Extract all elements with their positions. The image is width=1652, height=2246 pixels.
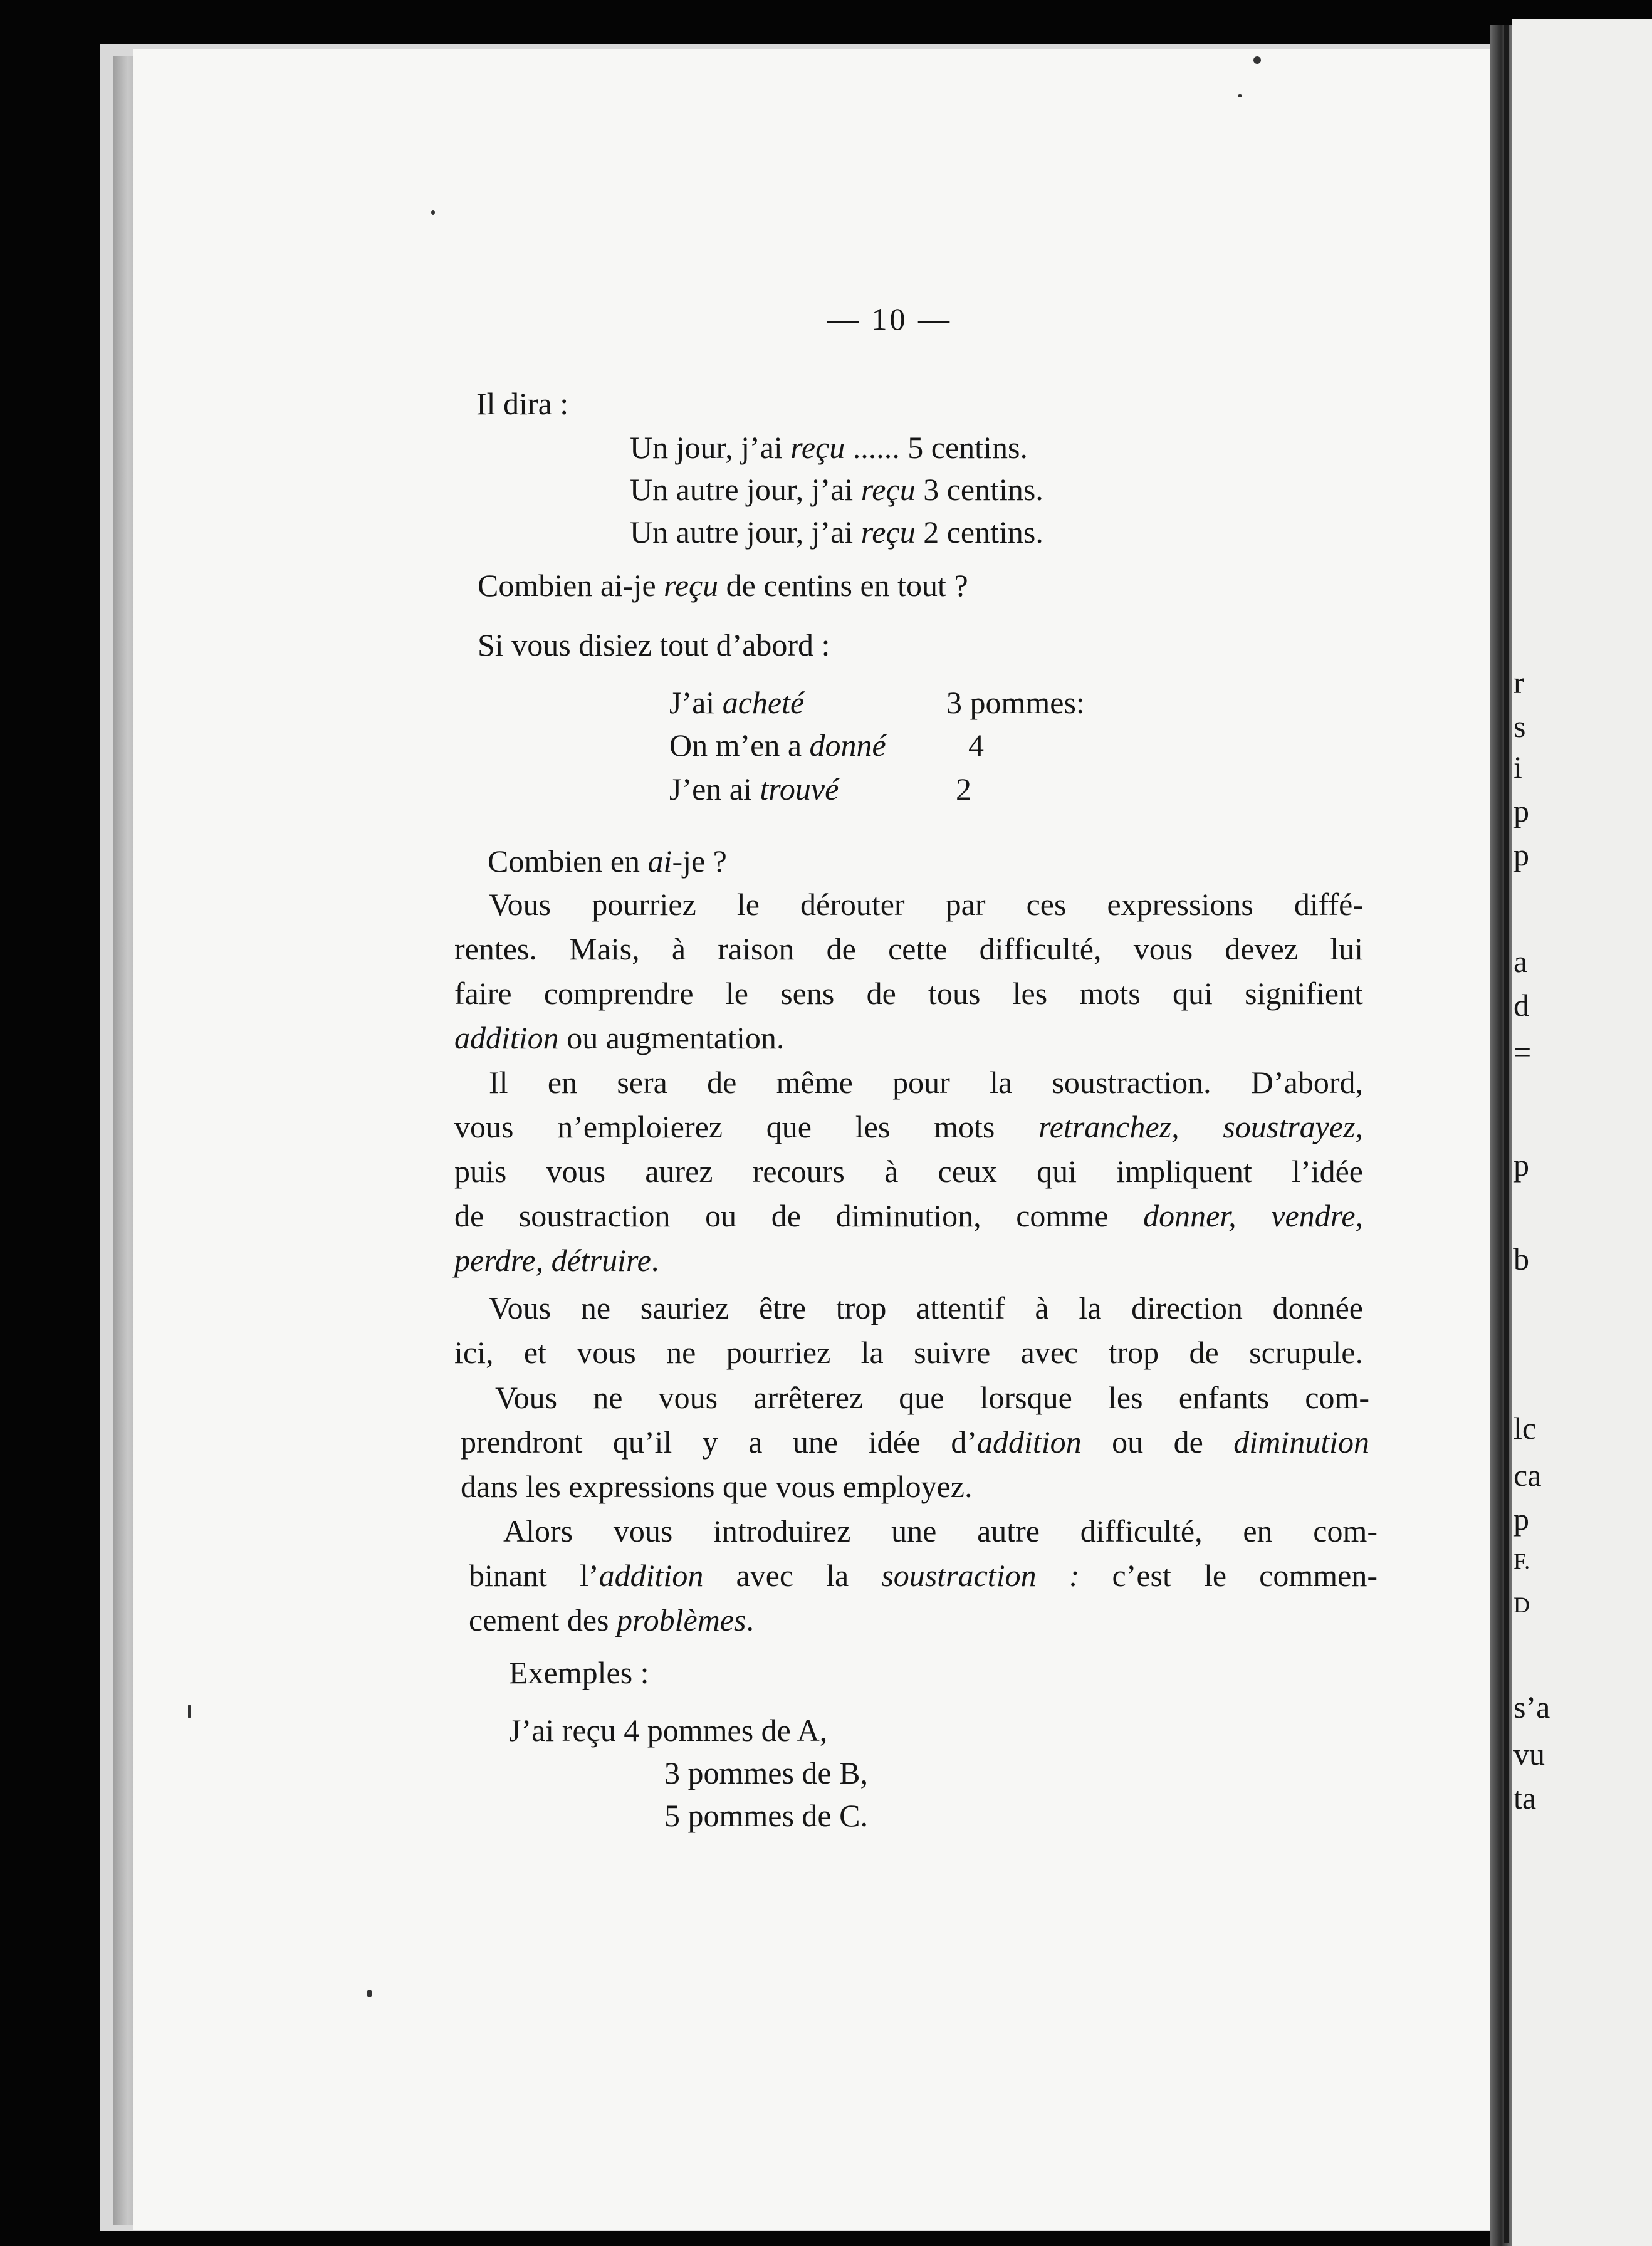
paragraph-emphasis: addition [599, 1558, 704, 1593]
paragraph-emphasis: addition [454, 1020, 559, 1055]
example-text: Un jour, j’ai [630, 430, 791, 465]
edge-text: p [1513, 1502, 1529, 1537]
question-emphasis: reçu [664, 568, 719, 603]
lead-line: Si vous disiez tout d’abord : [478, 627, 830, 662]
paragraph-text: cement des [469, 1602, 617, 1637]
paragraph [454, 882, 1363, 1060]
example-three-line: 3 pommes de B, [664, 1755, 868, 1790]
paragraph-emphasis: soustraction : [881, 1558, 1080, 1593]
intro-line: Il dira : [476, 386, 569, 421]
paragraph-line: Alors vous introduirez une autre difficulté, en com- [503, 1513, 1378, 1549]
edge-text: d [1513, 988, 1529, 1023]
paragraph-emphasis: vendre, [1271, 1198, 1364, 1233]
example-text: Un autre jour, j’ai [630, 472, 861, 507]
example-text: ...... 5 centins. [845, 430, 1028, 465]
paragraph-text: binant l’ [469, 1558, 599, 1593]
paragraph-text: avec la [703, 1558, 882, 1593]
paragraph-line: faire comprendre le sens de tous les mots qui signifient [454, 976, 1363, 1011]
paragraph-line: Vous pourriez le dérouter par ces expressions diffé- [489, 887, 1363, 922]
question-line [488, 843, 727, 879]
examples-label: Exemples : [509, 1655, 649, 1690]
edge-text: a [1513, 944, 1528, 979]
example-two-value: 4 [968, 728, 984, 763]
scan-speck [1253, 56, 1261, 64]
paragraph-emphasis: perdre, détruire [454, 1243, 651, 1278]
paragraph-emphasis: donner, [1143, 1198, 1236, 1233]
edge-text: p [1513, 1147, 1529, 1183]
example-emphasis: reçu [860, 472, 916, 507]
edge-text: b [1513, 1241, 1529, 1277]
example-emphasis: trouvé [760, 771, 839, 807]
example-emphasis: reçu [790, 430, 845, 465]
example-text: 3 centins. [915, 472, 1043, 507]
example-two-value: 2 [956, 771, 971, 807]
edge-text: = [1513, 1035, 1532, 1070]
example-three-line: 5 pommes de C. [664, 1798, 868, 1833]
question-text: -je ? [672, 844, 727, 879]
paragraph-text: de soustraction ou de diminution, comme [454, 1198, 1144, 1233]
paragraph-line [454, 1105, 1363, 1149]
edge-text: p [1513, 793, 1529, 828]
example-text: On m’en a [669, 728, 810, 763]
paragraph-line [461, 1420, 1369, 1465]
question-text: Combien en [488, 844, 648, 879]
paragraph-text: prendront qu’il y a une idée d’ [461, 1424, 977, 1460]
paragraph [454, 1286, 1363, 1375]
example-two-value: 3 pommes: [946, 685, 1085, 720]
question-emphasis: ai [647, 844, 672, 879]
next-page-edge [1512, 19, 1652, 2246]
example-text: J’ai [669, 685, 723, 720]
paragraph-emphasis: soustrayez, [1223, 1109, 1364, 1144]
edge-text: i [1513, 750, 1522, 785]
paragraph-line: ici, et vous ne pourriez la suivre avec trop de scrupule. [454, 1335, 1363, 1370]
paragraph-line [454, 1194, 1363, 1238]
paragraph [461, 1376, 1369, 1509]
example-emphasis: acheté [722, 685, 805, 720]
edge-text: s [1513, 709, 1526, 744]
example-two-line [669, 727, 886, 763]
page-number: — 10 — [827, 301, 952, 337]
paragraph-line: Il en sera de même pour la soustraction. D’abord, [489, 1065, 1363, 1100]
edge-text: ta [1513, 1780, 1537, 1815]
edge-text: ca [1513, 1458, 1542, 1493]
scan-speck [431, 210, 435, 215]
paragraph-text: . [651, 1243, 659, 1278]
example-text: J’en ai [669, 771, 760, 807]
paragraph-line: Vous ne sauriez être trop attentif à la direction donnée [489, 1290, 1363, 1325]
edge-text: s’a [1513, 1690, 1550, 1725]
example-emphasis: donné [809, 728, 886, 763]
edge-text: D [1513, 1592, 1530, 1617]
paragraph-text: ou de [1081, 1424, 1234, 1460]
example-text: 2 centins. [915, 514, 1043, 550]
example-three-line: J’ai reçu 4 pommes de A, [509, 1713, 828, 1748]
edge-text: vu [1513, 1737, 1545, 1772]
paragraph-line: Vous ne vous arrêterez que lorsque les enfants com- [495, 1380, 1369, 1415]
scan-speck [367, 1990, 372, 1997]
paragraph-text: c’est le commen- [1079, 1558, 1378, 1593]
edge-text: lc [1513, 1411, 1537, 1446]
scan-speck [1238, 94, 1242, 97]
paragraph-line: dans les expressions que vous employez. [461, 1469, 973, 1504]
paragraph-line [469, 1598, 1378, 1643]
paragraph-line [454, 1016, 1363, 1060]
edge-text: r [1513, 665, 1524, 700]
example-two-line [669, 771, 839, 807]
edge-text: p [1513, 837, 1529, 872]
example-one-line [630, 514, 1043, 550]
paragraph-line: puis vous aurez recours à ceux qui impliquent l’idée [454, 1154, 1363, 1189]
paragraph-text: . [746, 1602, 754, 1637]
paragraph-text: vous n’emploierez que les mots [454, 1109, 1039, 1144]
edge-text: F. [1513, 1549, 1530, 1574]
paragraph-emphasis: diminution [1233, 1424, 1369, 1460]
example-two-line [669, 684, 804, 721]
paragraph-line [469, 1554, 1378, 1598]
paragraph-line: rentes. Mais, à raison de cette difficulté, vous devez lui [454, 931, 1363, 966]
paragraph-emphasis: retranchez, [1038, 1109, 1179, 1144]
paragraph-emphasis: addition [976, 1424, 1082, 1460]
example-one-line [630, 471, 1043, 508]
paragraph [469, 1509, 1378, 1643]
question-text: Combien ai-je [478, 568, 664, 603]
question-line [478, 567, 968, 603]
paragraph-text: ou augmentation. [558, 1020, 785, 1055]
spine-shadow [1504, 25, 1509, 2243]
question-text: de centins en tout ? [718, 568, 968, 603]
example-one-line [630, 429, 1028, 466]
paragraph-emphasis: problèmes [617, 1602, 746, 1637]
paragraph-line [454, 1238, 1363, 1283]
scan-speck [188, 1705, 191, 1718]
example-text: Un autre jour, j’ai [630, 514, 861, 550]
paragraph [454, 1060, 1363, 1283]
example-emphasis: reçu [860, 514, 916, 550]
